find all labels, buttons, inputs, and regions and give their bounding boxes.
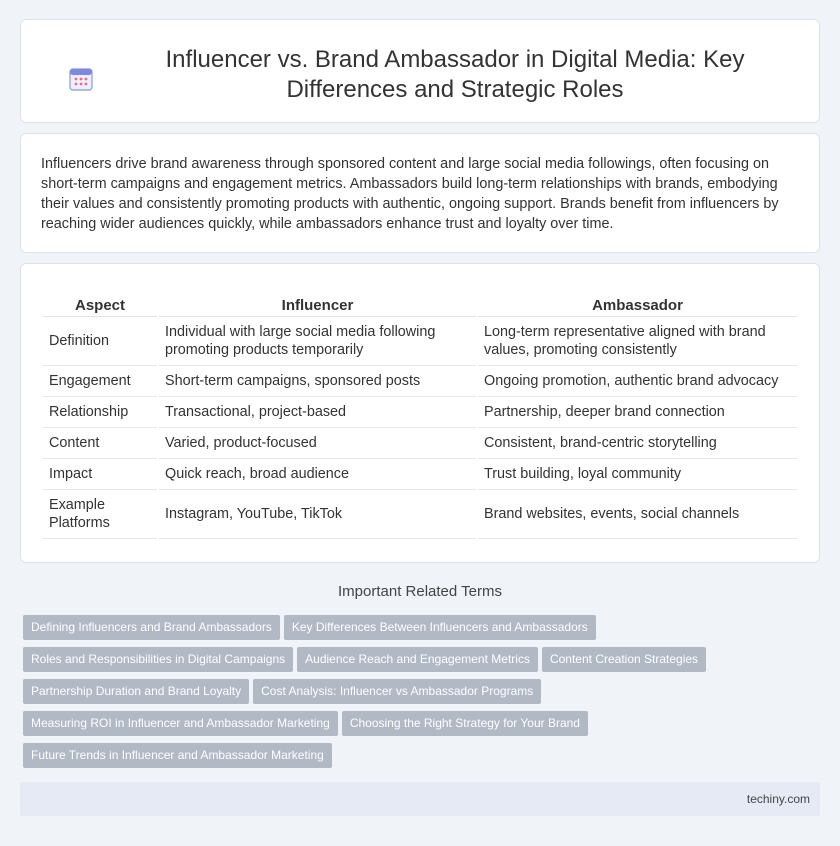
cell-ambassador: Ongoing promotion, authentic brand advocacy bbox=[478, 366, 797, 397]
intro-card bbox=[20, 133, 820, 253]
related-terms-list bbox=[23, 615, 823, 775]
cell-ambassador: Long-term representative aligned with brand values, promoting consistently bbox=[478, 317, 797, 366]
cell-influencer: Individual with large social media following promoting products temporarily bbox=[159, 317, 476, 366]
cell-influencer: Varied, product-focused bbox=[159, 428, 476, 459]
header-ambassador: Ambassador bbox=[478, 292, 797, 317]
footer-site-link[interactable]: techiny.com bbox=[746, 792, 810, 806]
cell-aspect: Content bbox=[43, 428, 157, 459]
table-row bbox=[43, 317, 797, 366]
cell-aspect: Impact bbox=[43, 459, 157, 490]
table-row bbox=[43, 459, 797, 490]
related-term-tag[interactable]: Roles and Responsibilities in Digital Campaigns bbox=[23, 647, 293, 672]
cell-ambassador: Trust building, loyal community bbox=[478, 459, 797, 490]
cell-influencer: Short-term campaigns, sponsored posts bbox=[159, 366, 476, 397]
table-row bbox=[43, 397, 797, 428]
cell-aspect: Engagement bbox=[43, 366, 157, 397]
cell-ambassador: Consistent, brand-centric storytelling bbox=[478, 428, 797, 459]
cell-aspect: Relationship bbox=[43, 397, 157, 428]
table-header-row bbox=[43, 292, 797, 317]
table-row bbox=[43, 428, 797, 459]
related-term-tag[interactable]: Audience Reach and Engagement Metrics bbox=[297, 647, 538, 672]
table-row bbox=[43, 490, 797, 539]
cell-aspect: Example Platforms bbox=[43, 490, 157, 539]
title-card bbox=[20, 19, 820, 123]
comparison-card bbox=[20, 263, 820, 563]
cell-influencer: Transactional, project-based bbox=[159, 397, 476, 428]
intro-paragraph: Influencers drive brand awareness through sponsored content and large social media followings, often focusing on short-term campaigns and engagement metrics. Ambassadors build long-term relationships with brands, embodying their values and consistently promoting products with authentic, ongoing support. Brands benefit from influencers by reaching wider audiences quickly, while ambassadors enhance trust and loyalty over time. bbox=[41, 156, 779, 232]
related-term-tag[interactable]: Content Creation Strategies bbox=[542, 647, 706, 672]
related-term-tag[interactable]: Measuring ROI in Influencer and Ambassador Marketing bbox=[23, 711, 338, 736]
related-term-tag[interactable]: Future Trends in Influencer and Ambassador Marketing bbox=[23, 743, 332, 768]
calendar-icon bbox=[68, 66, 94, 92]
related-term-tag[interactable]: Choosing the Right Strategy for Your Brand bbox=[342, 711, 588, 736]
cell-influencer: Quick reach, broad audience bbox=[159, 459, 476, 490]
page-title: Influencer vs. Brand Ambassador in Digital Media: Key Differences and Strategic Roles bbox=[165, 46, 745, 103]
cell-ambassador: Partnership, deeper brand connection bbox=[478, 397, 797, 428]
related-terms-heading: Important Related Terms bbox=[338, 583, 502, 600]
cell-influencer: Instagram, YouTube, TikTok bbox=[159, 490, 476, 539]
related-term-tag[interactable]: Cost Analysis: Influencer vs Ambassador Programs bbox=[253, 679, 541, 704]
related-term-tag[interactable]: Partnership Duration and Brand Loyalty bbox=[23, 679, 249, 704]
header-aspect: Aspect bbox=[43, 292, 157, 317]
cell-aspect: Definition bbox=[43, 317, 157, 366]
footer bbox=[20, 782, 820, 816]
related-term-tag[interactable]: Defining Influencers and Brand Ambassadors bbox=[23, 615, 280, 640]
related-term-tag[interactable]: Key Differences Between Influencers and Ambassadors bbox=[284, 615, 596, 640]
cell-ambassador: Brand websites, events, social channels bbox=[478, 490, 797, 539]
comparison-table bbox=[41, 292, 799, 539]
table-row bbox=[43, 366, 797, 397]
header-influencer: Influencer bbox=[159, 292, 476, 317]
